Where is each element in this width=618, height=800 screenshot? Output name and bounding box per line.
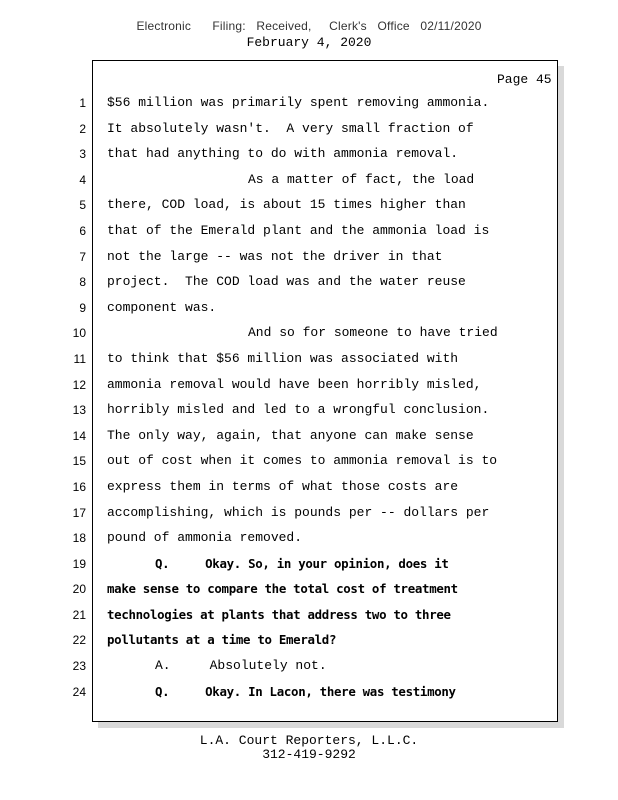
reporter-company: L.A. Court Reporters, L.L.C. [199,733,419,748]
line-number: 22 [72,633,86,648]
line-number: 10 [72,326,86,341]
transcript-text [107,93,557,707]
line-number: 14 [72,428,86,443]
line-number: 20 [72,582,86,597]
reporter-phone: 312-419-9292 [262,747,356,762]
transcript-question-line: pollutants at a time to Emerald? [107,632,337,648]
line-number-column [58,93,86,707]
transcript-line: ammonia removal would have been horribly misled, [107,376,482,392]
line-number: 19 [72,556,86,571]
transcript-line: express them in terms of what those costs are [107,478,459,494]
transcript-line: that had anything to do with ammonia removal. [107,146,459,162]
transcript-line: pound of ammonia removed. [107,530,303,546]
line-number: 13 [72,403,86,418]
line-number: 17 [72,505,86,520]
line-number: 8 [79,275,86,290]
line-number: 12 [72,377,86,392]
line-number: 11 [73,351,86,366]
transcript-line: $56 million was primarily spent removing ammonia. [107,95,490,110]
line-number: 6 [79,223,86,238]
line-number: 21 [72,607,86,622]
line-number: 15 [72,454,86,469]
reporter-footer [0,734,618,762]
transcript-line: there, COD load, is about 15 times higher than [107,197,466,213]
transcript-line: component was. [107,299,217,315]
transcript-question-line: Q. Okay. So, in your opinion, does it [155,555,449,571]
transcript-line: As a matter of fact, the load [248,171,475,187]
transcript-line: And so for someone to have tried [248,325,498,341]
electronic-filing-stamp: Electronic Filing: Received, Clerk's Office 02/11/2020 [136,19,482,33]
line-number: 24 [72,684,86,699]
transcript-question-line: Q. Okay. In Lacon, there was testimony [155,683,456,699]
line-number: 9 [79,300,86,315]
deposition-date: February 4, 2020 [246,35,372,50]
line-number: 2 [79,121,86,136]
transcript-question-line: technologies at plants that address two to three [107,606,451,622]
transcript-answer-line: A. Absolutely not. [155,658,327,674]
line-number: 7 [79,249,86,264]
transcript-line: horribly misled and led to a wrongful conclusion. [107,402,490,418]
transcript-question-line: make sense to compare the total cost of treatment [107,581,458,597]
line-number: 3 [79,147,86,162]
line-number: 5 [79,198,86,213]
transcript-line: The only way, again, that anyone can make sense [107,427,474,443]
line-number: 1 [79,96,86,110]
page-number: Page 45 [497,72,552,87]
line-number: 23 [72,659,86,674]
transcript-line: to think that $56 million was associated with [107,350,459,366]
transcript-line: It absolutely wasn't. A very small fraction of [107,120,474,136]
line-number: 18 [72,531,86,546]
transcript-line: out of cost when it comes to ammonia removal is to [107,453,498,469]
line-number: 4 [79,172,86,187]
transcript-line: accomplishing, which is pounds per -- dollars per [107,504,490,520]
transcript-line: not the large -- was not the driver in that [107,248,443,264]
transcript-line: that of the Emerald plant and the ammonia load is [107,222,490,238]
transcript-line: project. The COD load was and the water reuse [107,274,466,290]
line-number: 16 [72,479,86,494]
